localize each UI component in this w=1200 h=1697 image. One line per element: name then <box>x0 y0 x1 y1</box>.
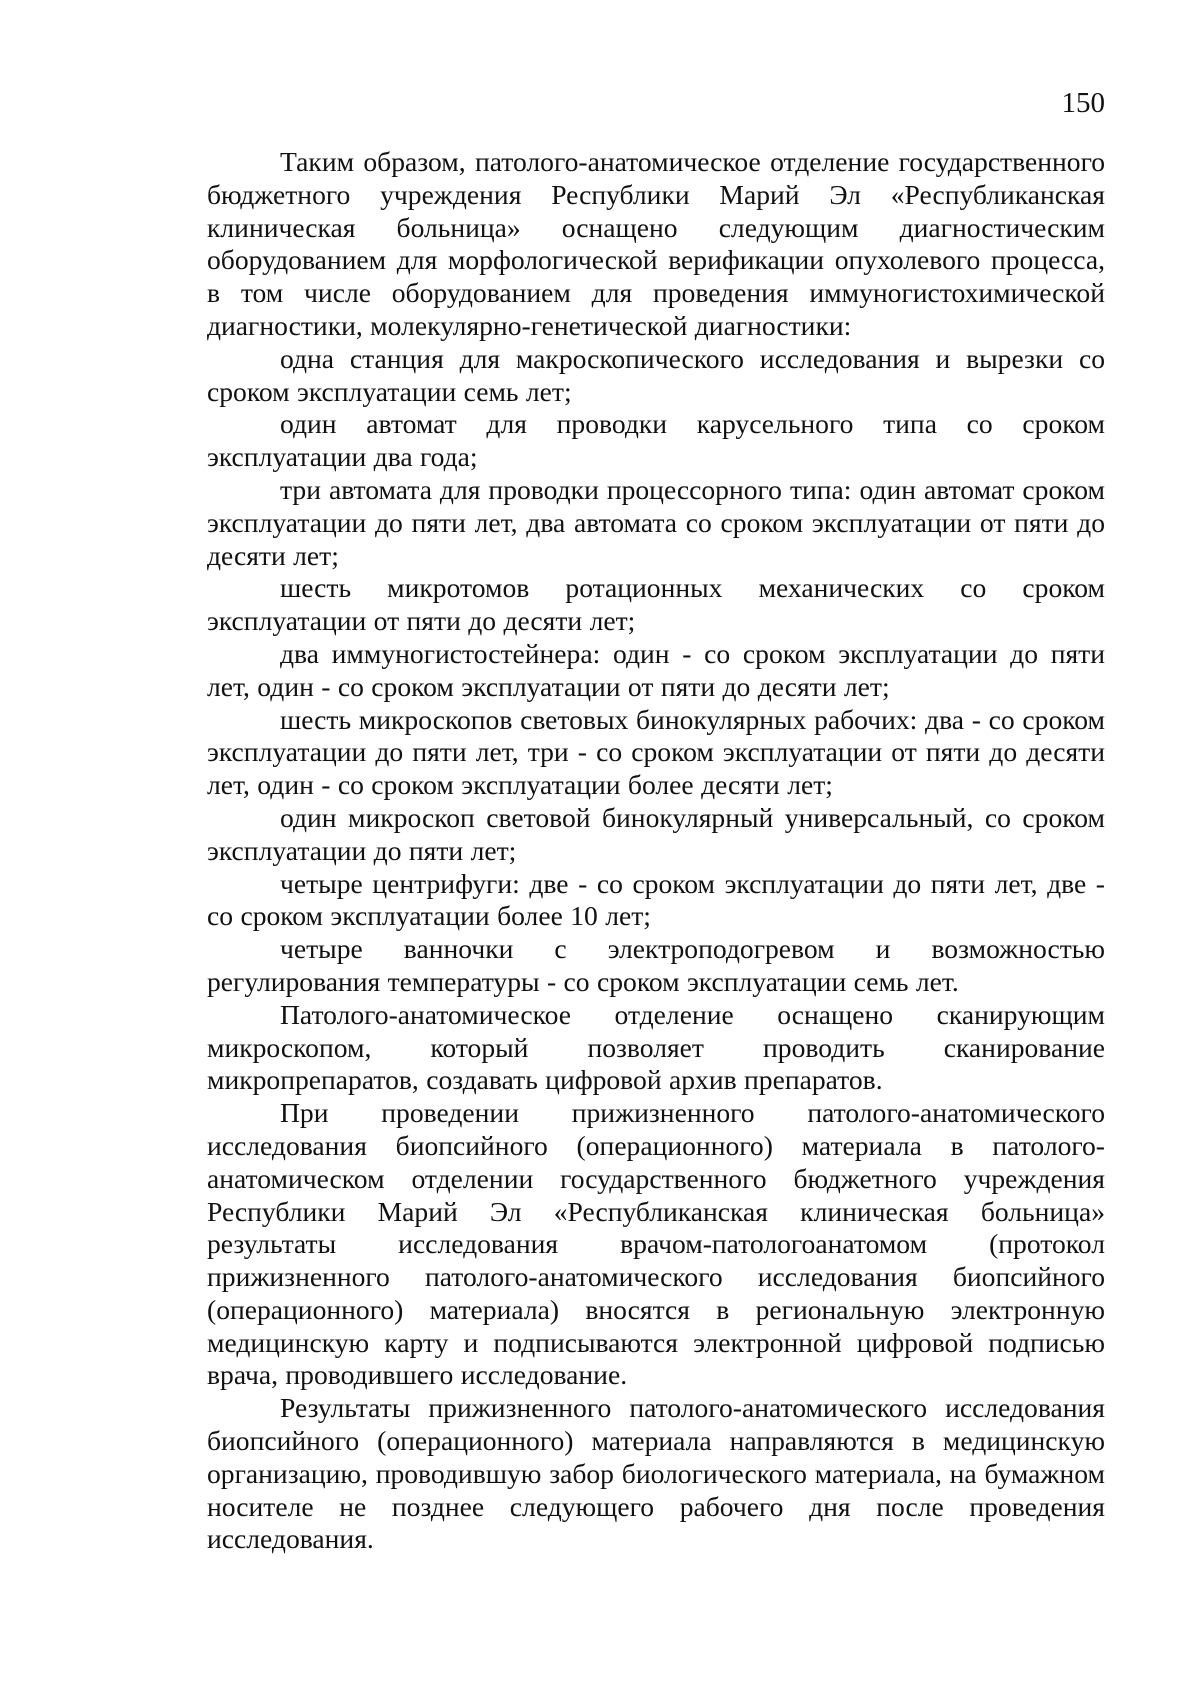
paragraph-item-processors: три автомата для проводки процессорного типа: один автомат сроком эксплуатации до пяти лет, два автомата со сроком эксплуатации от пяти до десяти лет; <box>207 473 1105 571</box>
document-body <box>207 146 1105 1556</box>
paragraph-item-immunostainers: два иммуногистостейнера: один - со сроком эксплуатации до пяти лет, один - со сроком эксплуатации от пяти до десяти лет; <box>207 637 1105 702</box>
page-number: 150 <box>1061 87 1105 119</box>
paragraph-item-microtomes: шесть микротомов ротационных механических со сроком эксплуатации от пяти до десяти лет; <box>207 572 1105 637</box>
paragraph-item-centrifuges: четыре центрифуги: две - со сроком эксплуатации до пяти лет, две - со сроком эксплуатации более 10 лет; <box>207 867 1105 932</box>
paragraph-item-baths: четыре ванночки с электроподогревом и возможностью регулирования температуры - со сроком эксплуатации семь лет. <box>207 933 1105 997</box>
paragraph-results-delivery: Результаты прижизненного патолого-анатомического исследования биопсийного (операционного) материала направляются в медицинскую организацию, проводившую забор биологического материала, на бумажном носителе не позднее следующего рабочего дня после проведения исследования. <box>207 1392 1105 1555</box>
paragraph-scanning-microscope: Патолого-анатомическое отделение оснащено сканирующим микроскопом, который позволяет проводить сканирование микропрепаратов, создавать цифровой архив препаратов. <box>207 998 1105 1096</box>
paragraph-item-station: одна станция для макроскопического исследования и вырезки со сроком эксплуатации семь лет; <box>207 342 1105 407</box>
paragraph-item-carousel: один автомат для проводки карусельного типа со сроком эксплуатации два года; <box>207 408 1105 473</box>
paragraph-intro: Таким образом, патолого-анатомическое отделение государственного бюджетного учреждения Республики Марий Эл «Республиканская клиническая больница» оснащено следующим диагностическим оборудованием для морфологической верификации опухолевого процесса, в том числе оборудованием для проведения иммуногистохимической диагностики, молекулярно-генетической диагностики: <box>207 146 1105 341</box>
paragraph-item-universal-microscope: один микроскоп световой бинокулярный универсальный, со сроком эксплуатации до пяти лет; <box>207 801 1105 866</box>
paragraph-item-microscopes: шесть микроскопов световых бинокулярных рабочих: два - со сроком эксплуатации до пяти лет, три - со сроком эксплуатации от пяти до десяти лет, один - со сроком эксплуатации более десяти лет; <box>207 703 1105 801</box>
paragraph-results-entry: При проведении прижизненного патолого-анатомического исследования биопсийного (операционного) материала в патолого-анатомическом отделении государственного бюджетного учреждения Республики Марий Эл «Республиканская клиническая больница» результаты исследования врачом-патологоанатомом (протокол прижизненного патолого-анатомического исследования биопсийного (операционного) материала) вносятся в региональную электронную медицинскую карту и подписываются электронной цифровой подписью врача, проводившего исследование. <box>207 1097 1105 1391</box>
